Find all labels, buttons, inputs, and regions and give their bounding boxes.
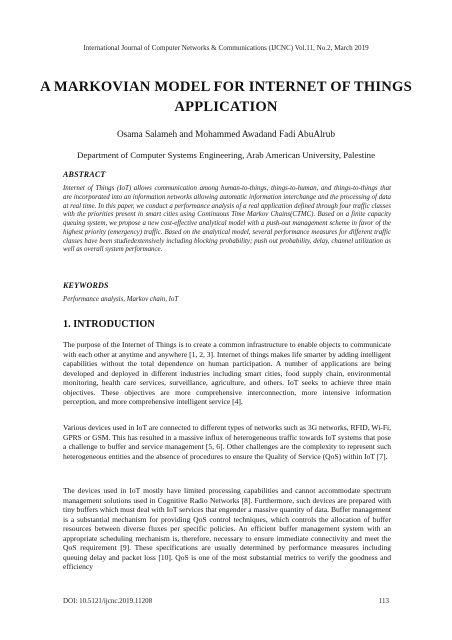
abstract-heading: ABSTRACT [63,170,106,179]
title-line-2: APPLICATION [174,99,278,115]
introduction-heading: 1. INTRODUCTION [63,319,155,330]
abstract-text: Internet of Things (IoT) allows communication among human-to-things, things-to-human, and things-to-things that are incorporated into an information networks allowing automatic information interchange and the processing of data at real time. In this paper, we conduct a performance analysis of a real application defined through four traffic classes with the priorities present in smart cities using Continuous Time Markov Chains(CTMC). Based on a finite capacity queuing system, we propose a new cost-effective analytical model with a push-out management scheme in favor of the highest priority (emergency) traffic. Based on the analytical model, several performance measures for different traffic classes have been studiedextensively including blocking probability; push out probability, delay, channel utilization as well as overall system performance. [63,185,391,254]
running-head: International Journal of Computer Networks & Communications (IJCNC) Vol.11, No.2, March 2019 [83,44,369,52]
intro-paragraph-2: Various devices used in IoT are connected to different types of networks such as 3G networks, RFID, Wi-Fi, GPRS or GSM. This has resulted in a massive influx of heterogeneous traffic towards IoT systems that pose a challenge to buffer and service management [5, 6]. Other challenges are the complexity to represent such heterogeneous entities and the absence of procedures to ensure the Quality of Service (QoS) within IoT [7]. [63,423,391,461]
keywords-heading: KEYWORDS [63,281,109,290]
title-line-1: A MARKOVIAN MODEL FOR INTERNET OF THINGS [40,79,412,95]
doi-footer: DOI: 10.5121/ijcnc.2019.11208 [63,597,153,605]
intro-paragraph-1: The purpose of the Internet of Things is to create a common infrastructure to enable objects to communicate with each other at anytime and anywhere [1, 2, 3]. Internet of things makes life smarter by adding intelligent capabilities without the total dependence on human participation. A number of applications are being developed and deployed in different industries including smart cities, food supply chain, environmental monitoring, health care services, surveillance, agriculture, and others. IoT seeks to achieve three main objectives. These objectives are more comprehensive interconnection, more intensive information perception, and more comprehensive intelligent service [4]. [63,340,391,407]
intro-paragraph-3: The devices used in IoT mostly have limited processing capabilities and cannot accommodate spectrum management solutions used in Cognitive Radio Networks [8]. Furthermore, such devices are prepared with tiny buffers which must deal with IoT services that engender a massive quantity of data. Buffer management is a substantial mechanism for providing QoS control techniques, which controls the allocation of buffer resources between diverse fluxes per specific policies. An efficient buffer management system with an appropriate scheduling mechanism is, therefore, necessary to ensure immediate connectivity and meet the QoS requirement [9]. These specifications are usually determined by performance measures including queuing delay and packet loss [10]. QoS is one of the most substantial metrics to verify the goodness and efficiency [63,486,391,572]
keywords-text: Performance analysis, Markov chain, IoT [63,296,179,303]
paper-title [40,77,412,117]
author-list: Osama Salameh and Mohammed Awadand Fadi AbuAlrub [116,130,336,140]
page-number: 113 [378,597,389,605]
affiliation: Department of Computer Systems Engineering, Arab American University, Palestine [77,150,375,160]
